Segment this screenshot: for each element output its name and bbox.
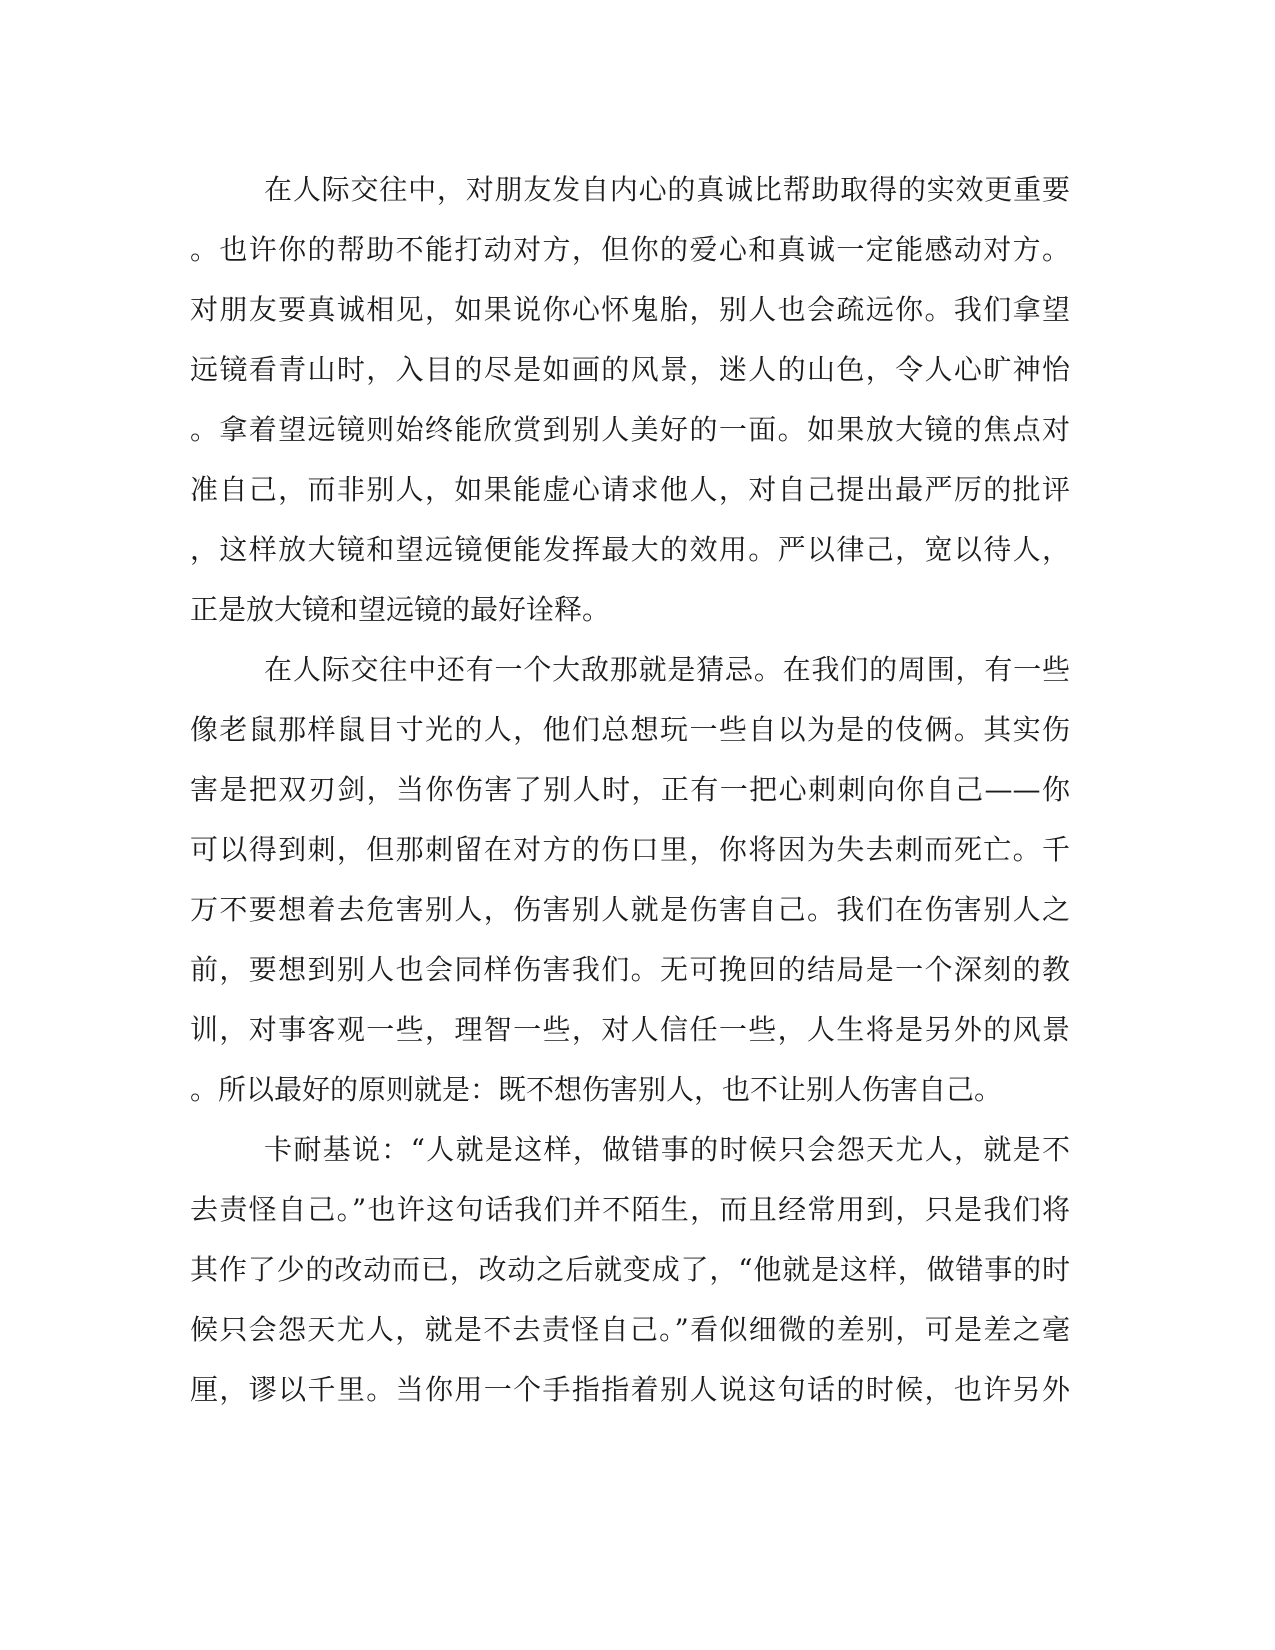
text-line: 。所以最好的原则就是：既不想伤害别人，也不让别人伤害自己。	[190, 1073, 1003, 1106]
text-line: 厘，谬以千里。当你用一个手指指着别人说这句话的时候，也许另外	[190, 1373, 1070, 1406]
paragraph-1	[190, 160, 1070, 640]
text-line: 。拿着望远镜则始终能欣赏到别人美好的一面。如果放大镜的焦点对	[190, 413, 1070, 446]
text-line: 害是把双刃剑，当你伤害了别人时，正有一把心刺刺向你自己——你	[190, 773, 1070, 806]
text-line: 去责怪自己。”也许这句话我们并不陌生，而且经常用到，只是我们将	[190, 1193, 1070, 1226]
paragraph-2	[190, 640, 1070, 1120]
text-line: 卡耐基说：“人就是这样，做错事的时候只会怨天尤人，就是不	[264, 1133, 1070, 1166]
text-line: 远镜看青山时，入目的尽是如画的风景，迷人的山色，令人心旷神怡	[190, 353, 1070, 386]
text-line: ，这样放大镜和望远镜便能发挥最大的效用。严以律己，宽以待人，	[190, 533, 1070, 566]
text-line: 前，要想到别人也会同样伤害我们。无可挽回的结局是一个深刻的教	[190, 953, 1070, 986]
text-line: 对朋友要真诚相见，如果说你心怀鬼胎，别人也会疏远你。我们拿望	[190, 293, 1070, 326]
document-body	[190, 160, 1070, 1420]
text-line: 像老鼠那样鼠目寸光的人，他们总想玩一些自以为是的伎俩。其实伤	[190, 713, 1070, 746]
text-line: 在人际交往中还有一个大敌那就是猜忌。在我们的周围，有一些	[264, 653, 1070, 686]
text-line: 。也许你的帮助不能打动对方，但你的爱心和真诚一定能感动对方。	[190, 233, 1070, 266]
text-line: 准自己，而非别人，如果能虚心请求他人，对自己提出最严厉的批评	[190, 473, 1070, 506]
text-line: 候只会怨天尤人，就是不去责怪自己。”看似细微的差别，可是差之毫	[190, 1313, 1070, 1346]
text-line: 万不要想着去危害别人，伤害别人就是伤害自己。我们在伤害别人之	[190, 893, 1070, 926]
text-line: 正是放大镜和望远镜的最好诠释。	[190, 593, 611, 626]
text-line: 在人际交往中，对朋友发自内心的真诚比帮助取得的实效更重要	[264, 173, 1070, 206]
text-line: 其作了少的改动而已，改动之后就变成了，“他就是这样，做错事的时	[190, 1253, 1070, 1286]
text-line: 可以得到刺，但那刺留在对方的伤口里，你将因为失去刺而死亡。千	[190, 833, 1070, 866]
paragraph-3	[190, 1120, 1070, 1420]
text-line: 训，对事客观一些，理智一些，对人信任一些，人生将是另外的风景	[190, 1013, 1070, 1046]
